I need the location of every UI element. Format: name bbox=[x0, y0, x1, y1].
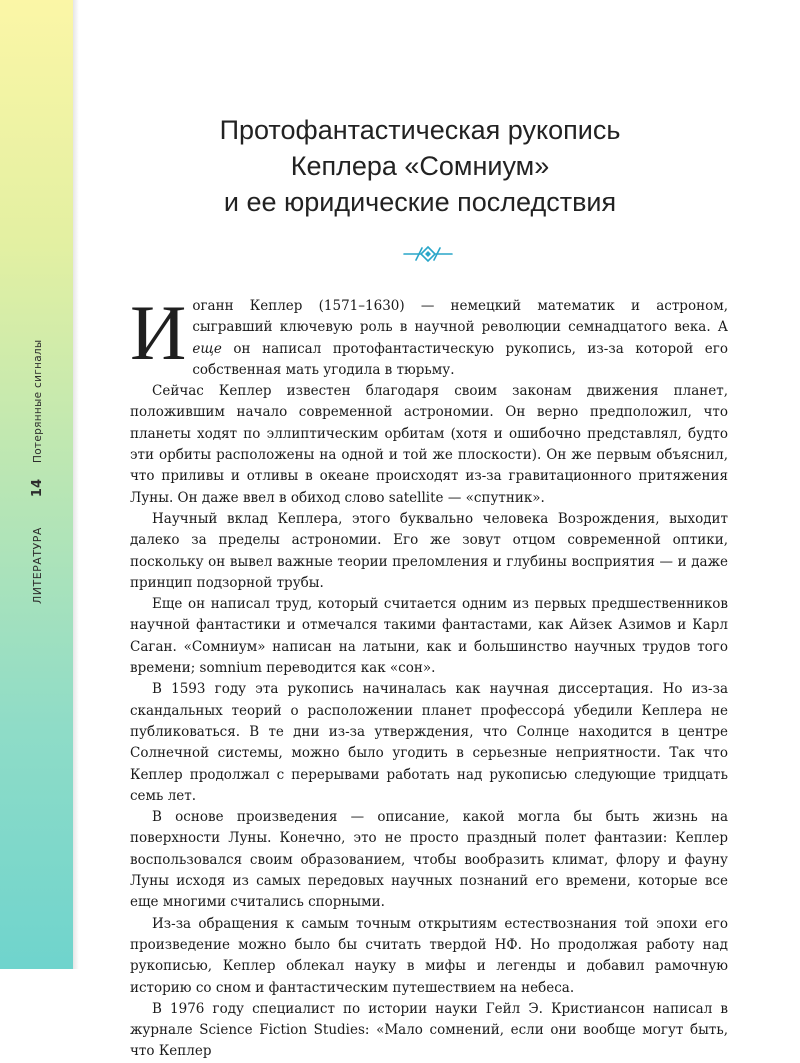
article-title bbox=[150, 112, 690, 220]
paragraph-4: Еще он написал труд, который считается одним из первых предшественников научной фантастики и отмечался такими фантастами, как Айзек Азимов и Карл Саган. «Сомниум» написан на латыни, как и большинство научных трудов того времени; somnium переводится как «сон». bbox=[130, 596, 728, 677]
paragraph-2: Сейчас Кеплер известен благодаря своим законам движения планет, положившим начало современной астрономии. Он верно предположил, что планеты ходят по эллиптическим орбитам (хотя и ошибочно представлял, будто эти орбиты расположены на одной и той же плоскости). Он же первым объяснил, что приливы и отливы в океане происходят из-за гравитационного притяжения Луны. Он даже ввел в обиход слово satellite — «спутник». bbox=[130, 383, 728, 506]
diamond-flourish-icon bbox=[402, 242, 454, 266]
title-line-2: Кеплера «Сомниум» bbox=[290, 151, 550, 181]
paragraph-5: В 1593 году эта рукопись начиналась как научная диссертация. Но из-за скандальных теорий о расположении планет профессора́ убедили Кеплера не публиковаться. В те дни из-за утверждения, что Солнце находится в центре Солнечной системы, можно было угодить в серьезные неприятности. Так что Кеплер продолжал с перерывами работать над рукописью следующие тридцать семь лет. bbox=[130, 681, 728, 804]
title-line-1: Протофантастическая рукопись bbox=[219, 115, 621, 145]
paragraph-7: Из-за обращения к самым точным открытиям естествознания той эпохи его произведение можно было бы считать твердой НФ. Но продолжая работу над рукописью, Кеплер облекал науку в мифы и легенды и добавил рамочную историю со сном и фантастическим путешествием на небеса. bbox=[130, 915, 728, 996]
paragraph-6: В основе произведения — описание, какой могла бы быть жизнь на поверхности Луны. Конечно, это не просто праздный полет фантазии: Кеплер воспользовался своим образованием, чтобы вообразить климат, флору и фауну Луны исходя из самых передовых научных познаний его времени, которые все еще многими считались спорными. bbox=[130, 809, 728, 911]
article-body bbox=[130, 289, 728, 1063]
title-line-3: и ее юридические последствия bbox=[223, 187, 617, 217]
paragraph-3: Научный вклад Кеплера, этого буквально человека Возрождения, выходит далеко за пределы астрономии. Его же зовут отцом современной оптики, поскольку он вывел важные теории преломления и глубины восприятия — и даже принцип подзорной трубы. bbox=[130, 510, 728, 591]
running-head-section: ЛИТЕРАТУРА bbox=[31, 527, 44, 604]
running-head-chapter: Потерянные сигналы bbox=[32, 339, 44, 463]
drop-cap: И bbox=[130, 289, 187, 376]
paragraph-8: В 1976 году специалист по истории науки Гейл Э. Кристиансон написал в журнале Science Fiction Studies: «Мало сомнений, если они вообще могут быть, что Кеплер bbox=[130, 1000, 728, 1060]
paragraph-1: Иоганн Кеплер (1571–1630) — немецкий математик и астроном, сыгравший ключевую роль в научной революции семнадцатого века. А еще он написал протофантастическую рукопись, из-за которой его собственная мать угодила в тюрьму. bbox=[130, 289, 728, 378]
running-head bbox=[30, 339, 45, 604]
page-number: 14 bbox=[30, 478, 45, 498]
